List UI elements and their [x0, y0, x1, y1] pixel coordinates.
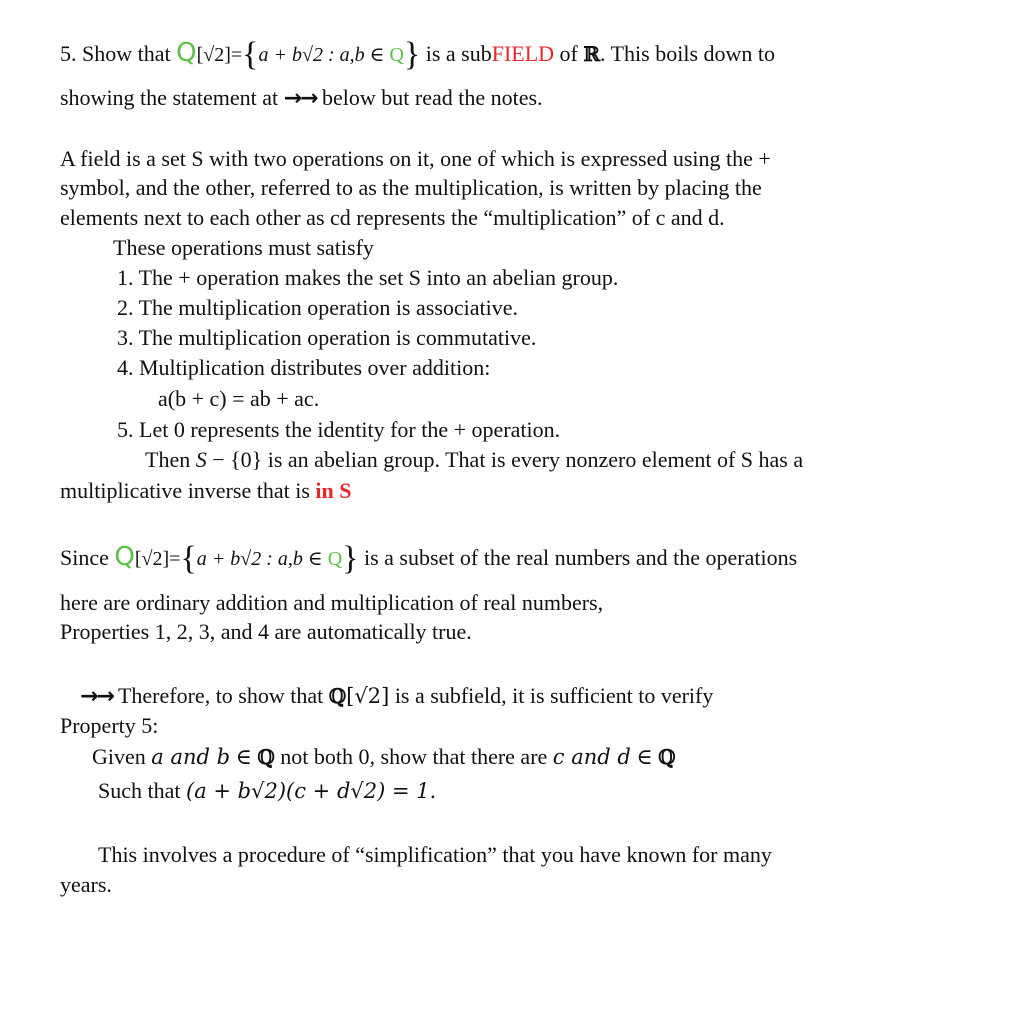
- problem-number: 5. Show that: [60, 41, 177, 66]
- therefore-text: Therefore, to show that: [112, 683, 329, 708]
- set-builder-expression: a + b√2 : a,b ∈: [258, 44, 390, 66]
- such-that-text: Such that: [98, 778, 186, 803]
- statement-mid: is a sub: [420, 41, 492, 66]
- statement-continuation: [60, 85, 543, 112]
- subfield-text: is a subfield, it is sufficient to verify: [389, 683, 714, 708]
- abelian-group-line: [145, 447, 803, 473]
- such-that-line: [98, 778, 436, 804]
- continuation-text: showing the statement at: [60, 85, 284, 110]
- right-brace-2: }: [342, 540, 359, 577]
- set-builder-expression-2: a + b√2 : a,b ∈: [196, 548, 328, 570]
- left-brace: {: [242, 36, 259, 73]
- closing-line-1: This involves a procedure of “simplification” that you have known for many: [98, 842, 772, 867]
- given-text: Given: [92, 744, 152, 769]
- double-arrow-icon-2: →→: [80, 684, 113, 709]
- right-brace: }: [403, 36, 421, 73]
- statement-of: of: [554, 41, 584, 66]
- left-brace-2: {: [180, 540, 197, 577]
- rational-field-symbol-2: Q: [114, 542, 135, 572]
- element-of-2: ∈: [630, 744, 659, 769]
- since-line: [60, 540, 798, 577]
- double-arrow-icon: →→: [283, 86, 317, 111]
- property-item-1: 1. The + operation makes the set S into an abelian group.: [117, 265, 619, 290]
- then-text: Then: [145, 447, 196, 472]
- therefore-line: [80, 683, 713, 710]
- subset-text: is a subset of the real numbers and the operations: [358, 545, 798, 570]
- adjoin-root-two-3: [√2]: [346, 684, 390, 708]
- c-and-d: c and d: [552, 745, 631, 769]
- property-item-5: 5. Let 0 represents the identity for the + operation.: [117, 417, 561, 442]
- property-item-3: 3. The multiplication operation is commutative.: [117, 325, 537, 350]
- property-5-label: Property 5:: [60, 713, 159, 738]
- field-emphasis: FIELD: [491, 41, 555, 66]
- not-both-zero-text: not both 0, show that there are: [274, 744, 553, 769]
- ordinary-operations-line: here are ordinary addition and multiplication of real numbers,: [60, 590, 604, 615]
- property-item-2: 2. The multiplication operation is associative.: [117, 295, 519, 320]
- field-definition-line-2: symbol, and the other, referred to as the multiplication, is written by placing the: [60, 175, 762, 200]
- multiplicative-inverse-line: [60, 478, 351, 504]
- equals-sign-2: =: [169, 548, 181, 570]
- statement-tail: . This boils down to: [600, 41, 776, 66]
- inverse-text: multiplicative inverse that is: [60, 478, 316, 503]
- element-of-1: ∈: [230, 744, 258, 769]
- property-item-4: 4. Multiplication distributes over addition:: [117, 355, 491, 380]
- real-numbers-symbol: ℝ: [583, 42, 600, 66]
- rational-field-symbol: Q: [176, 38, 197, 68]
- a-and-b: a and b: [151, 745, 231, 769]
- inverse-equation: (a + b√2)(c + d√2) = 1.: [186, 779, 437, 803]
- equals-sign: =: [230, 44, 243, 66]
- adjoin-root-two-2: [√2]: [134, 548, 170, 570]
- rational-bb-symbol: ℚ: [328, 684, 347, 708]
- closing-line-2: years.: [60, 872, 112, 897]
- set-rational-symbol-2: Q: [327, 548, 343, 570]
- adjoin-root-two: [√2]: [196, 44, 231, 66]
- distributive-law: a(b + c) = ab + ac.: [158, 386, 320, 411]
- field-definition-line-3: elements next to each other as cd represents the “multiplication” of c and d.: [60, 205, 725, 230]
- abelian-group-text: is an abelian group. That is every nonzero element of S has a: [262, 447, 804, 472]
- set-s-italic: S: [195, 447, 207, 472]
- minus-zero: − {0}: [206, 447, 263, 472]
- since-text: Since: [60, 545, 115, 570]
- rational-bb-symbol-3: ℚ: [658, 745, 676, 769]
- field-definition-line-1: A field is a set S with two operations on it, one of which is expressed using the +: [60, 146, 771, 171]
- problem-statement-line: [60, 36, 776, 73]
- given-line: [92, 744, 676, 770]
- rational-bb-symbol-2: ℚ: [257, 745, 275, 769]
- operations-heading: These operations must satisfy: [113, 235, 374, 260]
- set-rational-symbol: Q: [389, 44, 404, 66]
- in-s-emphasis: in S: [315, 478, 352, 503]
- properties-true-line: Properties 1, 2, 3, and 4 are automatically true.: [60, 619, 472, 644]
- continuation-tail: below but read the notes.: [316, 85, 543, 110]
